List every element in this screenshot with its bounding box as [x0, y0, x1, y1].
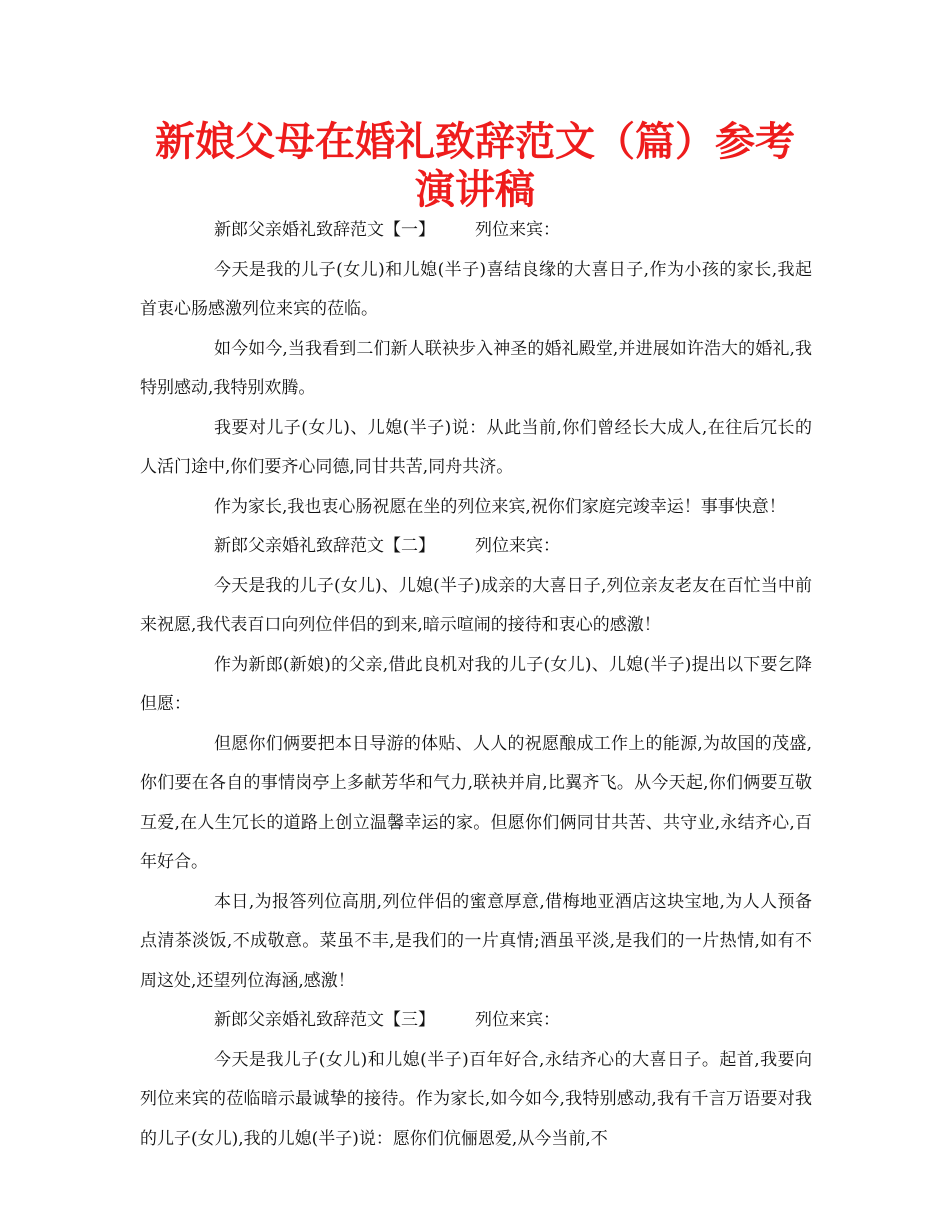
paragraph: 作为家长,我也衷心肠祝愿在坐的列位来宾,祝你们家庭完竣幸运！事事快意！ [214, 496, 786, 517]
paragraph: 今天是我的儿子(女儿)、儿媳(半子)成亲的大喜日子,列位亲友老友在百忙当中前来祝愿,我代表百口向列位伴侣的到来,暗示喧闹的接待和衷心的感激！ [140, 575, 812, 635]
paragraph: 如今如今,当我看到二们新人联袂步入神圣的婚礼殿堂,并进展如许浩大的婚礼,我特别感动,我特别欢腾。 [140, 338, 812, 398]
section-heading-2 [140, 527, 812, 567]
paragraph: 作为新郎(新娘)的父亲,借此良机对我的儿子(女儿)、儿媳(半子)提出以下要乞降但愿： [140, 654, 812, 714]
paragraph: 本日,为报答列位高朋,列位伴侣的蜜意厚意,借梅地亚酒店这块宝地,为人人预备点清茶淡饭,不成敬意。菜虽不丰,是我们的一片真情;酒虽平淡,是我们的一片热情,如有不周这处,还望列位海涵,感激！ [140, 891, 812, 991]
section-title: 新郎父亲婚礼致辞范文【一】 [214, 220, 435, 240]
document-body [140, 211, 812, 1159]
section-title: 新郎父亲婚礼致辞范文【三】 [214, 1010, 435, 1030]
paragraph: 但愿你们俩要把本日导游的体贴、人人的祝愿酿成工作上的能源,为故国的茂盛,你们要在各自的事情岗亭上多献芳华和气力,联袂并肩,比翼齐飞。从今天起,你们俩要互敬互爱,在人生冗长的道路上创立温馨幸运的家。但愿你们俩同甘共苦、共守业,永结齐心,百年好合。 [140, 733, 812, 872]
section-heading-3 [140, 1001, 812, 1041]
paragraph: 今天是我儿子(女儿)和儿媳(半子)百年好合,永结齐心的大喜日子。起首,我要向列位来宾的莅临暗示最诚挚的接待。作为家长,如今如今,我特别感动,我有千言万语要对我的儿子(女儿),我的儿媳(半子)说：愿你们伉俪恩爱,从今当前,不 [140, 1049, 812, 1149]
paragraph: 我要对儿子(女儿)、儿媳(半子)说：从此当前,你们曾经长大成人,在往后冗长的人活门途中,你们要齐心同德,同甘共苦,同舟共济。 [140, 417, 812, 477]
salutation: 列位来宾： [475, 1010, 560, 1030]
section-title: 新郎父亲婚礼致辞范文【二】 [214, 536, 435, 556]
section-heading-1 [140, 211, 812, 251]
document-title: 新娘父母在婚礼致辞范文（篇）参考演讲稿 [155, 119, 795, 213]
salutation: 列位来宾： [475, 536, 560, 556]
paragraph: 今天是我的儿子(女儿)和儿媳(半子)喜结良缘的大喜日子,作为小孩的家长,我起首衷心肠感激列位来宾的莅临。 [140, 259, 812, 319]
salutation: 列位来宾： [475, 220, 560, 240]
